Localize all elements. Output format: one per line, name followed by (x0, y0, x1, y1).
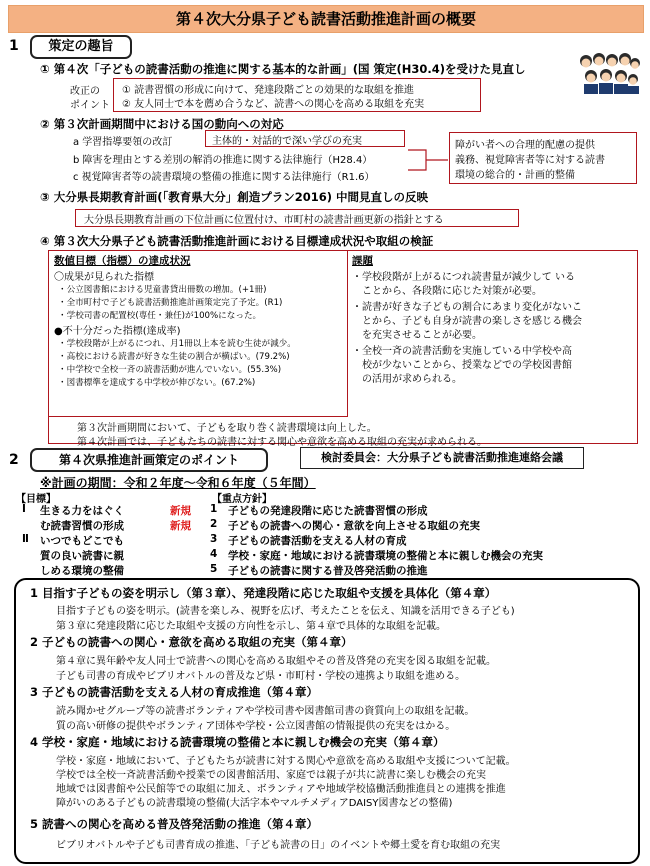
new-badge: 新規 (170, 520, 191, 532)
policy-5-num: 5 (210, 563, 218, 575)
issues-title: 課題 (352, 255, 373, 267)
goal-line: 生きる力をはぐく (40, 505, 124, 517)
page-title: 第４次大分県子ども読書活動推進計画の概要 (8, 5, 644, 33)
policy-5-text: 子どもの読書に関する普及啓発活動の推進 (228, 565, 428, 577)
policy-1-num: 1 (210, 503, 218, 515)
goal-line: しめる環境の整備 (40, 565, 124, 577)
item-3-box (75, 209, 519, 227)
item-2a-label: a 学習指導要領の改訂 (73, 137, 173, 148)
item-4-heading: ④ 第３次大分県子ども読書活動推進計画における目標達成状況や取組の検証 (40, 234, 434, 248)
chapter-line: 読み聞かせグループ等の読書ボランティアや学校司書や図書館司書の資質向上の取組を記載。 (56, 706, 475, 717)
revision-side-label-2: ポイント (70, 100, 110, 111)
item-2b: b 障害を理由とする差別の解消の推進に関する法律施行（H28.4） (73, 155, 373, 166)
issue-line: ・読書が好きな子どもの割合にあまり変化がないこ (352, 302, 582, 313)
item-2-side-line-2: 義務、視覚障害者等に対する読書 (455, 155, 605, 166)
item-2-side-line-1: 障がい者への合理的配慮の提供 (455, 140, 595, 151)
indicator-line: ・公立図書館における児童書貸出冊数の増加。(+1冊) (58, 285, 267, 295)
indicator-line: ・中学校で全校一斉の読書活動が進んでいない。(55.3%) (58, 365, 282, 375)
plan-period: ※計画の期間：令和２年度〜令和６年度（５年間） (40, 476, 316, 490)
item-2-side-line-3: 環境の総合的・計画的整備 (455, 170, 575, 181)
item-2c: c 視覚障害者等の読書環境の整備の推進に関する法律施行（R1.6） (73, 172, 375, 183)
section-2-label: 第４次県推進計画策定のポイント (30, 448, 268, 472)
chapter-line: 障がいのある子どもの読書環境の整備(大活字本やマルチメディアDAISY図書などの整備) (56, 798, 453, 809)
issue-line: を充実させることが必要。 (352, 330, 482, 341)
policy-4-num: 4 (210, 548, 218, 560)
item-3-heading: ③ 大分県長期教育計画(「教育県大分」創造プラン2016) 中間見直しの反映 (40, 190, 429, 204)
revision-point-2: ② 友人同士で本を薦め合うなど、読書への関心を高める取組を充実 (122, 99, 425, 110)
students-illustration (578, 52, 640, 94)
chapter-line: 第３章に発達段階に応じた取組や支援の方向性を示し、第４章で具体的な取組を記載。 (56, 621, 446, 632)
chapter-1-heading: 1 目指す子どもの姿を明示し（第３章）、発達段階に応じた取組や支援を具体化（第４章） (30, 586, 497, 600)
conclusion-line-2: 第４次計画では、子どもたちの読書に対する関心や意欲を高める取組の充実が求められる。 (77, 437, 487, 448)
chapter-line: 第４章に異年齢や友人同士で読書への関心を高める取組やその普及啓発の充実を図る取組を記載。 (56, 656, 496, 667)
indicator-line: ・学校司書の配置校(専任・兼任)が100%になった。 (58, 311, 262, 321)
chapter-line: 子ども司書の育成やビブリオバトルの普及など県・市町村・学校の連携より取組を進める。 (56, 671, 466, 682)
item-1-heading: ① 第４次「子どもの読書活動の推進に関する基本的な計画」(国 策定(H30.4)を受けた見直し (40, 62, 526, 76)
chapter-line: ビブリオバトルや子ども司書育成の推進、「子ども読書の日」のイベントや郷土愛を育む取組の充実 (56, 840, 501, 851)
issue-line: とから、子ども自身が読書の楽しさを感じる機会 (352, 316, 582, 327)
new-badge: 新規 (170, 505, 191, 517)
indicator-line: ・高校における読書が好きな生徒の割合が横ばい。(79.2%) (58, 352, 290, 362)
issue-line: ことから、各段階に応じた対策が必要。 (352, 286, 542, 297)
policy-heading: 【重点方針】 (212, 494, 272, 505)
indicators-title: 数値目標（指標）の達成状況 (54, 255, 191, 267)
policy-2-text: 子どもの読書への関心・意欲を向上させる取組の充実 (228, 520, 480, 532)
indicator-line: ・全市町村で子ども読書活動推進計画策定完了予定。(R1) (58, 298, 283, 308)
item-2a-box-text: 主体的・対話的で深い学びの充実 (212, 136, 362, 147)
revision-point-1: ① 読書習慣の形成に向けて、発達段階ごとの効果的な取組を推進 (122, 85, 414, 96)
chapter-3-heading: 3 子どもの読書活動を支える人材の育成推進（第４章） (30, 685, 319, 699)
issue-line: ・全校一斉の読書活動を実施している中学校や高 (352, 346, 572, 357)
revision-points-box (113, 78, 481, 112)
chapter-4-heading: 4 学校・家庭・地域における読書環境の整備と本に親しむ機会の充実（第４章） (30, 735, 445, 749)
section-1-number: 1 (9, 38, 19, 54)
item-2-side-box (449, 132, 637, 184)
chapter-line: 地域では図書館や公民館等での取組に加え、ボランティアや地域学校協働活動推進員との連携を推進 (56, 784, 506, 795)
policy-3-text: 子どもの読書活動を支える人材の育成 (228, 535, 407, 547)
policy-2-num: 2 (210, 518, 218, 530)
indicator-line: 〇成果が見られた指標 (54, 272, 154, 283)
goal-2-num: Ⅱ (22, 533, 29, 545)
revision-side-label-1: 改正の (70, 86, 100, 97)
conclusion-line-1: 第３次計画期間において、子どもを取り巻く読書環境は向上した。 (77, 423, 377, 434)
goals-heading: 【目標】 (16, 494, 56, 505)
chapter-line: 目指す子どもの姿を明示。(読書を楽しみ、視野を広げ、考えたことを伝え、知識を活用できる子ども) (56, 606, 515, 617)
item-3-box-text: 大分県長期教育計画の下位計画に位置付け、市町村の読書計画更新の指針とする (84, 215, 444, 226)
indicator-line: ・学校段階が上がるにつれ、月1冊以上本を読む生徒が減少。 (58, 339, 296, 349)
item-2a-box (205, 130, 405, 147)
policy-3-num: 3 (210, 533, 218, 545)
section-2-number: 2 (9, 452, 19, 468)
issue-line: 校が少ないことから、授業などでの学校図書館 (352, 360, 572, 371)
issue-line: の活用が求められる。 (352, 374, 462, 385)
committee-box: 検討委員会：大分県子ども読書活動推進連絡会議 (300, 447, 584, 469)
chapter-line: 学校・家庭・地域において、子どもたちが読書に対する関心や意欲を高める取組や支援について記載。 (56, 756, 516, 767)
policy-1-text: 子どもの発達段階に応じた読書習慣の形成 (228, 505, 428, 517)
item-2-heading: ② 第３次計画期間中における国の動向への対応 (40, 117, 284, 131)
goal-line: む読書習慣の形成 (40, 520, 124, 532)
goal-1-num: Ⅰ (22, 503, 26, 515)
bracket-connector (406, 144, 450, 176)
policy-4-text: 学校・家庭・地域における読書環境の整備と本に親しむ機会の充実 (228, 550, 543, 562)
issue-line: ・学校段階が上がるにつれ読書量が減少して いる (352, 272, 575, 283)
goal-line: 質の良い読書に親 (40, 550, 124, 562)
goal-line: いつでもどこでも (40, 535, 124, 547)
chapter-line: 学校では全校一斉読書活動や授業での図書館活用、家庭では親子が共に読書に楽しむ機会の充実 (56, 770, 486, 781)
section-1-label: 策定の趣旨 (30, 35, 132, 59)
chapter-5-heading: 5 読書への関心を高める普及啓発活動の推進（第４章） (30, 817, 319, 831)
chapter-line: 質の高い研修の提供やボランティア団体や学校・公立図書館の情報提供の充実をはかる。 (56, 721, 456, 732)
indicator-line: ・図書標準を達成する中学校が伸びない。(67.2%) (58, 378, 256, 388)
indicator-line: ●不十分だった指標(達成率) (54, 326, 181, 337)
chapter-2-heading: 2 子どもの読書への関心・意欲を高める取組の充実（第４章） (30, 635, 353, 649)
